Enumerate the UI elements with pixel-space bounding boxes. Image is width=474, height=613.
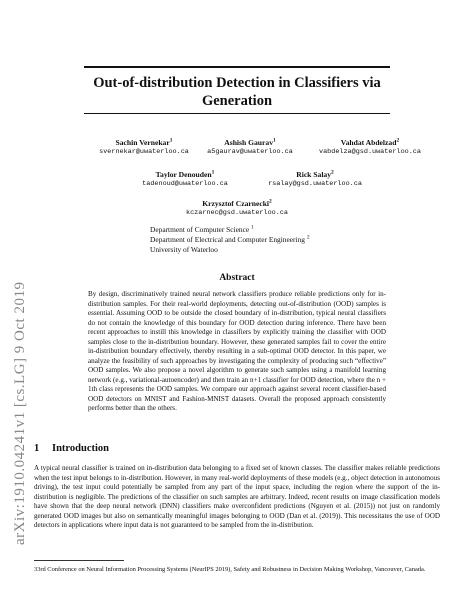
author-block (167, 199, 307, 218)
author-sup: 2 (269, 198, 272, 205)
section-number: 1 (34, 443, 40, 454)
abstract-body: By design, discriminatively trained neural network classifiers produce reliable predictions only for in-distribution samples. For their real-world deployments, detecting out-of-distribution (OOD) samples is essential. Assuming OOD to be outside the closed boundary of in-distribution, typical neural classifiers do not contain the knowledge of this boundary for OOD detection during inference. There have been recent approaches to instill this knowledge in classifiers by explicitly training the classifier with OOD samples close to the in-distribution boundary. However, these generated samples fail to cover the entire in-distribution boundary effectively, thereby resulting in a sub-optimal OOD detector. In this paper, we analyze the feasibility of such approaches by investigating the complexity of producing such “effective” OOD samples. We also propose a novel algorithm to generate such samples using a manifold learning network (e.g., variational-autoencoder) and then train an n+1 classifier for OOD detection, where the n + 1th class represents the OOD samples. We compare our approach against several recent classifier-based OOD detectors on MNIST and Fashion-MNIST datasets. Overall the proposed approach consistently performs better than the others. (88, 290, 386, 412)
author-email: a5gaurav@uwaterloo.ca (207, 147, 293, 156)
author-block (300, 138, 440, 157)
author-name: Taylor Denouden (155, 170, 212, 179)
title-rule-bottom (84, 113, 390, 114)
author-sup: 2 (396, 137, 400, 144)
paper-title (60, 74, 414, 110)
author-sup: 1 (211, 169, 215, 176)
author-sup: 1 (273, 137, 276, 144)
author-sup: 2 (331, 169, 334, 176)
author-email: vabdelza@gsd.uwaterloo.ca (319, 147, 421, 156)
author-email: svernekar@uwaterloo.ca (99, 147, 189, 156)
title-rule-top (84, 66, 390, 68)
affiliations (150, 225, 310, 254)
title-line-2: Generation (201, 93, 273, 109)
arxiv-identifier: arXiv:1910.04241v1 [cs.LG] 9 Oct 2019 (12, 281, 28, 545)
author-name: Vahdat Abdelzad (340, 138, 397, 147)
author-name: Ashish Gaurav (224, 138, 273, 147)
section-heading (34, 443, 109, 454)
author-email: rsalay@gsd.uwaterloo.ca (268, 179, 362, 188)
author-email: kczarnec@gsd.uwaterloo.ca (186, 208, 288, 217)
author-block (84, 138, 204, 157)
author-block (120, 170, 250, 189)
author-name: Rick Salay (296, 170, 332, 179)
introduction-body: A typical neural classifier is trained on in-distribution data belonging to a fixed set of known classes. The classifier makes reliable predictions when the test input belongs to in-distribution. However, in many real-world deployments of these models (e.g., object detection in autonomous driving), the test input could potentially be sampled from any part of the input space, including the region where the support of the in-distribution is negligible. The predictions of the classifier on such samples are arbitrary. Indeed, recent results on image classification models have shown that the deep neural network (DNN) classifiers make overconfident predictions (Nguyen et al. (2015)) not just on randomly generated OOD images but also on semantically meaningful images belonging to OOD (Dan et al. (2019)). This necessitates the use of OOD detectors in applications where input data is not guaranteed to be sampled from the in-distribution. (34, 464, 440, 529)
author-sup: 1 (169, 137, 173, 144)
affiliation-line: Department of Electrical and Computer Engineering $^2$ (150, 234, 310, 244)
affiliation-line: University of Waterloo (150, 244, 218, 254)
footnote-rule (34, 560, 124, 561)
author-block (188, 138, 312, 157)
author-name: Krzysztof Czarnecki (202, 199, 270, 208)
author-block (245, 170, 385, 189)
affiliation-line: Department of Computer Science $^1$ (150, 224, 254, 234)
author-name: Sachin Vernekar (115, 138, 170, 147)
section-title: Introduction (52, 443, 109, 454)
title-line-1: Out-of-distribution Detection in Classifiers via (93, 75, 381, 91)
author-email: tadenoud@uwaterloo.ca (142, 179, 228, 188)
abstract-heading: Abstract (219, 273, 255, 283)
conference-footnote: 33rd Conference on Neural Information Processing Systems (NeurIPS 2019), Safety and Robustness in Decision Making Workshop, Vancouver, Canada. (34, 566, 426, 573)
